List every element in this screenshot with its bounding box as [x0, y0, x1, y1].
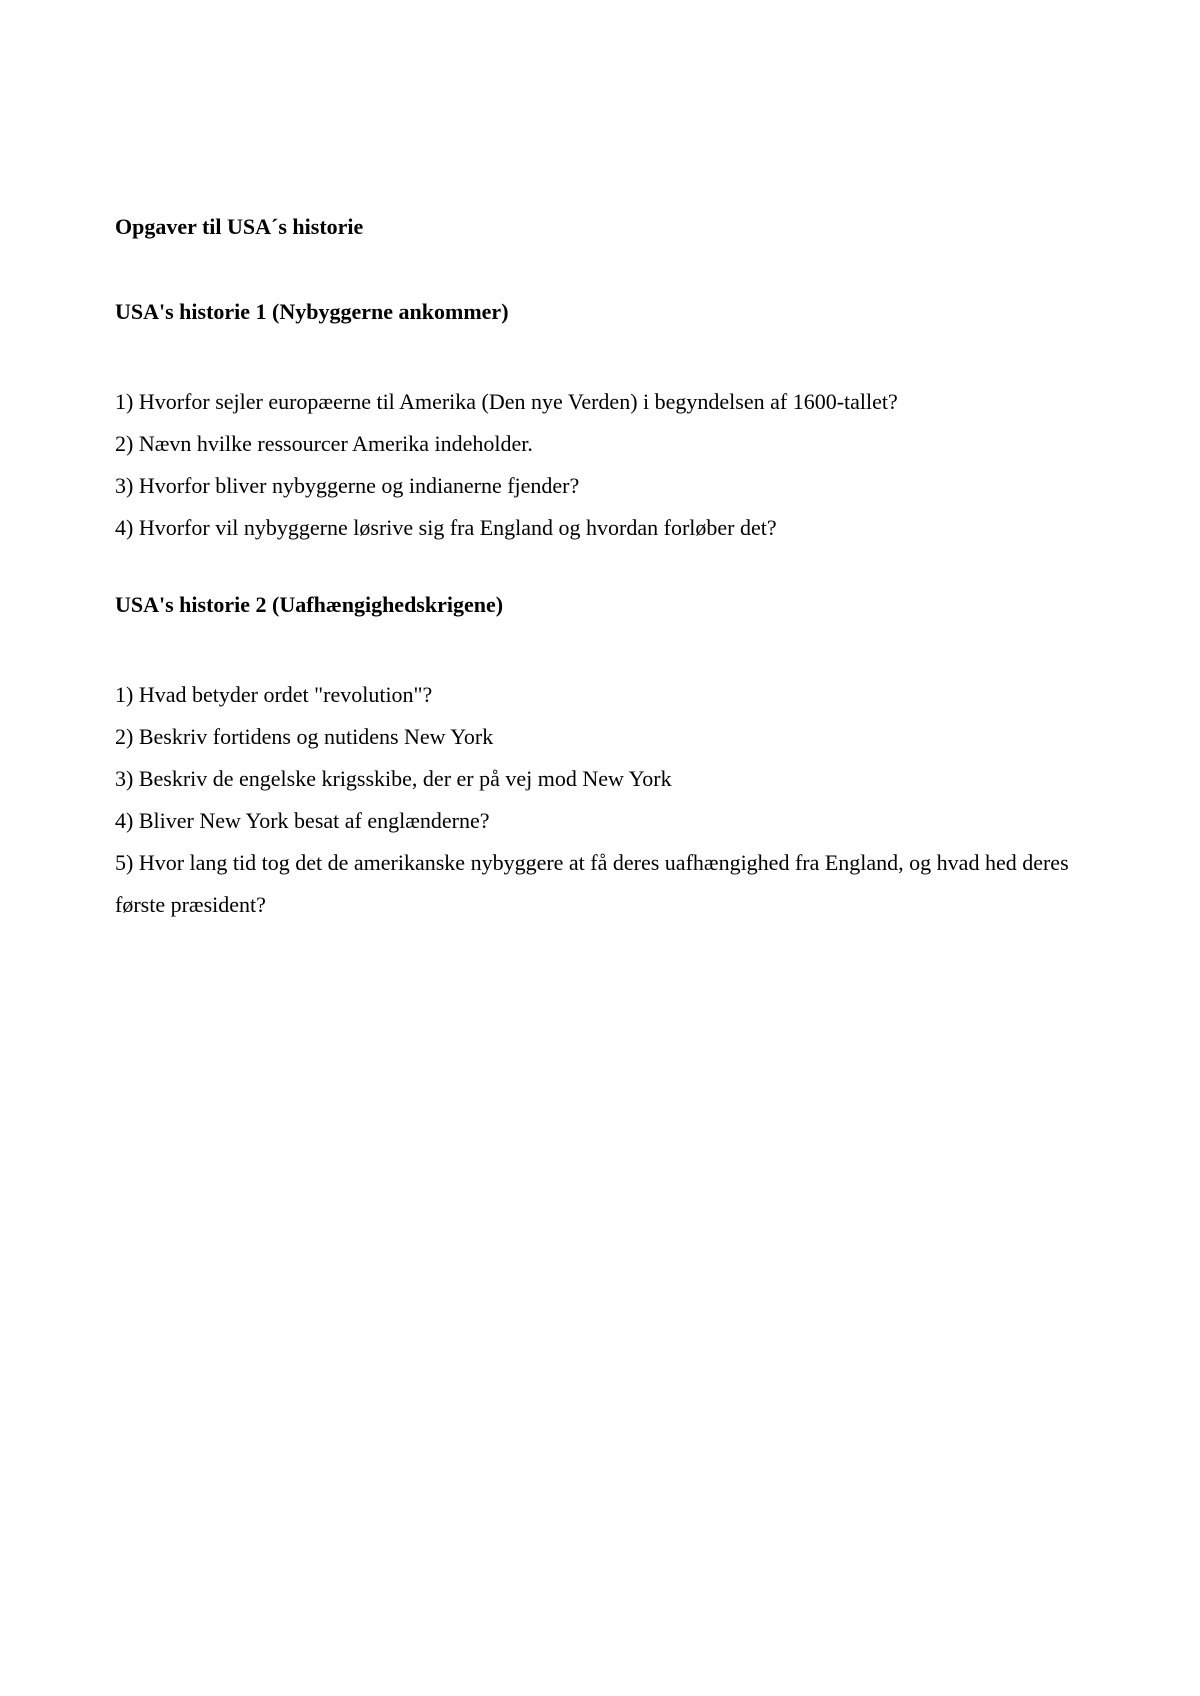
question-item: 3) Beskriv de engelske krigsskibe, der er på vej mod New York — [115, 766, 672, 791]
section-1-question-list — [115, 381, 1095, 549]
document-page — [115, 0, 1095, 1696]
question-item: 4) Bliver New York besat af englænderne? — [115, 808, 490, 833]
question-item: 4) Hvorfor vil nybyggerne løsrive sig fra England og hvordan forløber det? — [115, 515, 777, 540]
document-title: Opgaver til USA´s historie — [115, 214, 364, 239]
section-2-heading: USA's historie 2 (Uafhængighedskrigene) — [115, 592, 504, 617]
question-item: 5) Hvor lang tid tog det de amerikanske nybyggere at få deres uafhængighed fra England, og hvad hed deres første præsident? — [115, 850, 1069, 917]
section-2-question-list — [115, 674, 1095, 926]
question-item: 1) Hvorfor sejler europæerne til Amerika (Den nye Verden) i begyndelsen af 1600-tallet? — [115, 389, 898, 414]
question-item: 2) Beskriv fortidens og nutidens New York — [115, 724, 494, 749]
question-item: 3) Hvorfor bliver nybyggerne og indianerne fjender? — [115, 473, 580, 498]
question-item: 2) Nævn hvilke ressourcer Amerika indeholder. — [115, 431, 533, 456]
question-item: 1) Hvad betyder ordet "revolution"? — [115, 682, 433, 707]
section-1-heading: USA's historie 1 (Nybyggerne ankommer) — [115, 299, 509, 324]
